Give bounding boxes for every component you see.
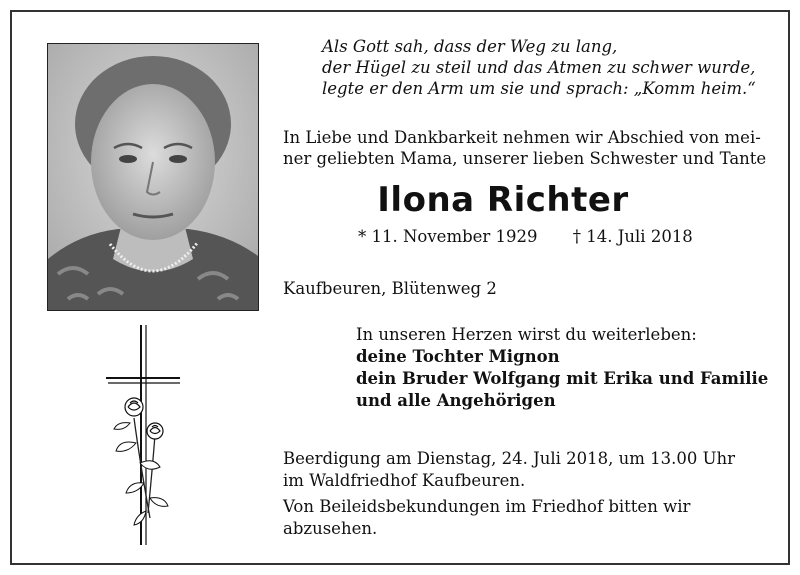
deceased-name: Ilona Richter bbox=[377, 180, 629, 220]
intro-text bbox=[283, 127, 766, 169]
intro-line: In Liebe und Dankbarkeit nehmen wir Abschied von mei- bbox=[283, 128, 761, 147]
mourner-line: und alle Angehörigen bbox=[356, 391, 556, 410]
poem bbox=[322, 36, 756, 99]
mourner-line: deine Tochter Mignon bbox=[356, 347, 560, 366]
poem-line: Als Gott sah, dass der Weg zu lang, bbox=[322, 37, 618, 56]
portrait-image bbox=[48, 44, 258, 310]
portrait-photo bbox=[47, 43, 259, 311]
address: Kaufbeuren, Blütenweg 2 bbox=[283, 279, 497, 298]
condolence-note bbox=[283, 496, 690, 540]
funeral-line: im Waldfriedhof Kaufbeuren. bbox=[283, 471, 526, 490]
mourners-block bbox=[356, 324, 768, 412]
intro-line: ner geliebten Mama, unserer lieben Schwester und Tante bbox=[283, 149, 767, 168]
mourner-line: dein Bruder Wolfgang mit Erika und Familie bbox=[356, 369, 769, 388]
life-dates bbox=[358, 226, 693, 248]
funeral-info bbox=[283, 448, 735, 492]
death-date: † 14. Juli 2018 bbox=[572, 227, 693, 246]
mourners-intro: In unseren Herzen wirst du weiterleben: bbox=[356, 325, 697, 344]
poem-line: der Hügel zu steil und das Atmen zu schwer wurde, bbox=[322, 58, 756, 77]
poem-line: legte er den Arm um sie und sprach: „Komm heim.“ bbox=[322, 79, 756, 98]
condolence-line: abzusehen. bbox=[283, 519, 378, 538]
funeral-line: Beerdigung am Dienstag, 24. Juli 2018, um 13.00 Uhr bbox=[283, 449, 736, 468]
condolence-line: Von Beileidsbekundungen im Friedhof bitten wir bbox=[283, 497, 691, 516]
birth-date: * 11. November 1929 bbox=[358, 227, 538, 246]
cross-with-roses-icon bbox=[100, 323, 190, 548]
